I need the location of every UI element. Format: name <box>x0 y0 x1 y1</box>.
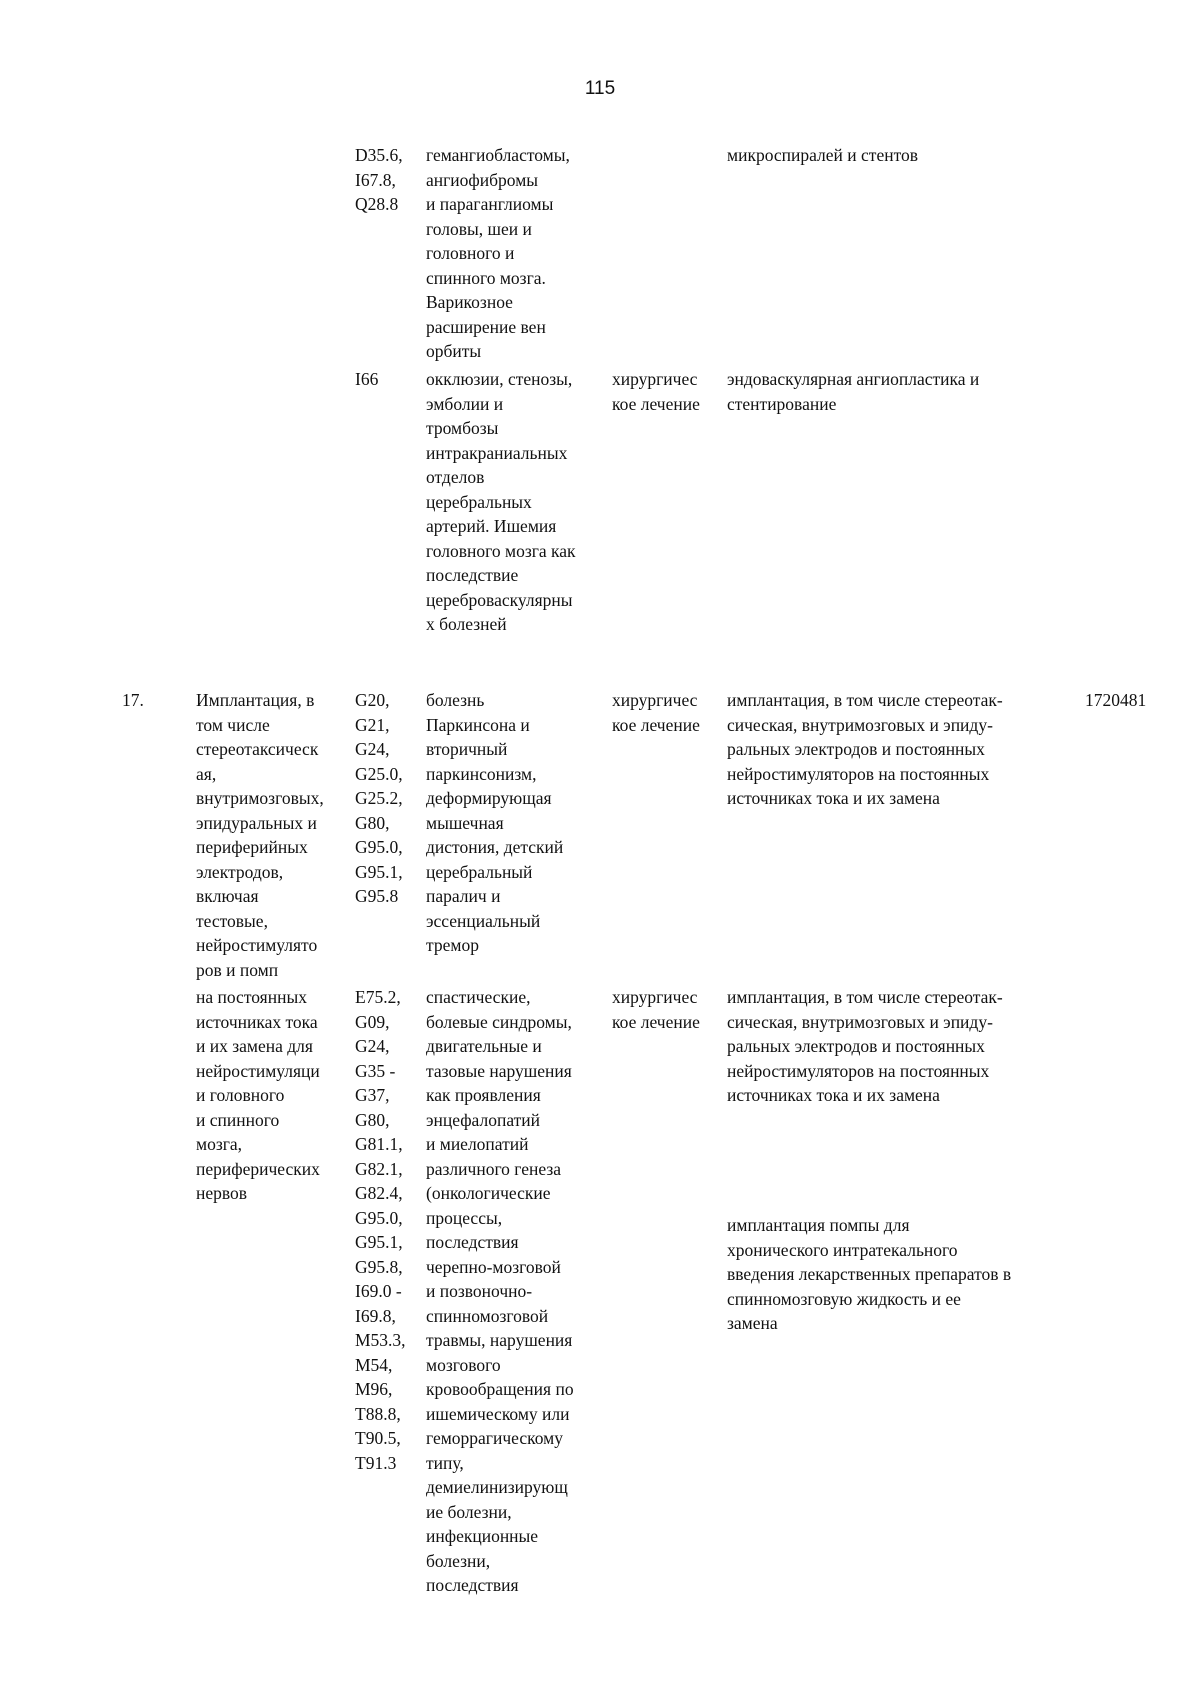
diagnosis: окклюзии, стенозы, эмболии и тромбозы интракраниальных отделов церебральных артерий. Ишемия головного мозга как последствие цереброваскулярны х болезней <box>426 369 576 634</box>
icd-codes: E75.2, G09, G24, G35 - G37, G80, G81.1, G82.1, G82.4, G95.0, G95.1, G95.8, I69.0 - I69.8, M53.3, M54, M96, T88.8, T90.5, T91.3 <box>355 987 406 1473</box>
care-type-name: Имплантация, в том числе стереотаксическ ая, внутримозговых, эпидуральных и периферийных электродов, включая тестовые, нейростимулято ров и помп <box>196 690 324 980</box>
treatment-type: хирургичес кое лечение <box>612 987 700 1032</box>
icd-codes: I66 <box>355 369 379 389</box>
treatment-type: хирургичес кое лечение <box>612 369 700 414</box>
treatment-method: микроспиралей и стентов <box>727 145 919 165</box>
treatment-method-secondary: имплантация помпы для хронического интратекального введения лекарственных препаратов в спинномозговую жидкость и ее замена <box>727 1215 1012 1333</box>
treatment-type: хирургичес кое лечение <box>612 690 700 735</box>
icd-codes: D35.6, I67.8, Q28.8 <box>355 145 403 214</box>
page-number: 115 <box>584 78 616 99</box>
treatment-method: имплантация, в том числе стереотак- сическая, внутримозговых и эпиду- ральных электродов и постоянных нейростимуляторов на постоянных источниках тока и их замена <box>727 987 1003 1105</box>
icd-codes: G20, G21, G24, G25.0, G25.2, G80, G95.0, G95.1, G95.8 <box>355 690 403 906</box>
treatment-method: эндоваскулярная ангиопластика и стентирование <box>727 369 980 414</box>
treatment-method: имплантация, в том числе стереотак- сическая, внутримозговых и эпиду- ральных электродов и постоянных нейростимуляторов на постоянных источниках тока и их замена <box>727 690 1003 808</box>
care-type-name: на постоянных источниках тока и их замена для нейростимуляци и головного и спинного мозга, периферических нервов <box>196 987 320 1203</box>
row-number: 17. <box>122 690 144 710</box>
diagnosis: спастические, болевые синдромы, двигательные и тазовые нарушения как проявления энцефалопатий и миелопатий различного генеза (онкологические процессы, последствия черепно-мозговой и позвоночно- спинномозговой травмы, нарушения мозгового кровообращения по ишемическому или геморрагическому типу, демиелинизирующ ие болезни, инфекционные болезни, последствия <box>426 987 574 1595</box>
cost-standard: 1720481 <box>1085 690 1147 710</box>
diagnosis: гемангиобластомы, ангиофибромы и параганглиомы головы, шеи и головного и спинного мозга. Варикозное расширение вен орбиты <box>426 145 570 361</box>
diagnosis: болезнь Паркинсона и вторичный паркинсонизм, деформирующая мышечная дистония, детский церебральный паралич и эссенциальный тремор <box>426 690 564 955</box>
